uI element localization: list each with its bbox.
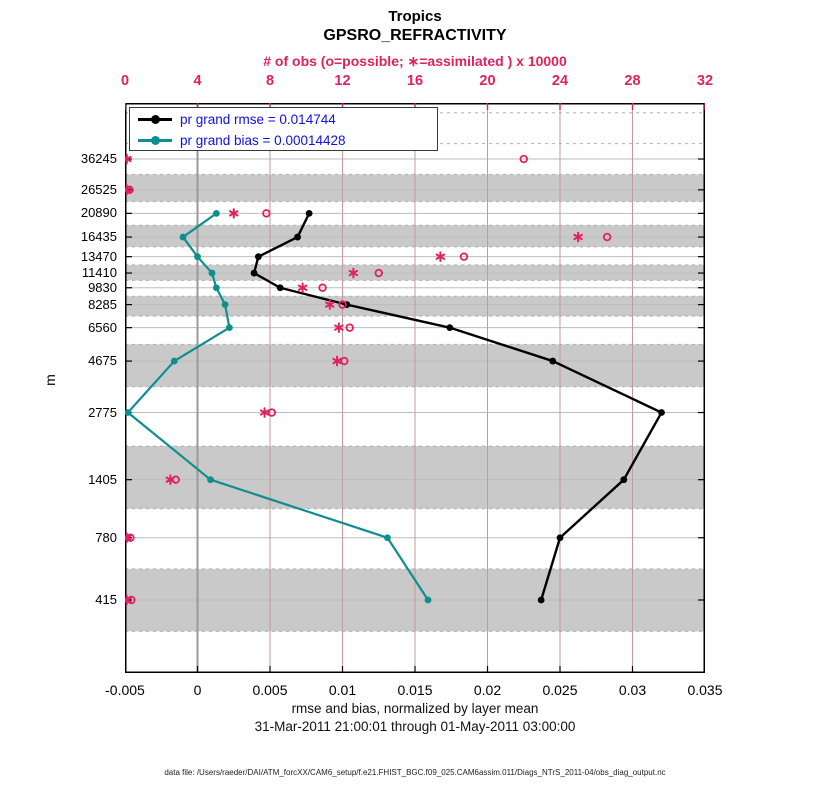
legend-line-sample-rmse xyxy=(138,118,172,121)
plot-svg xyxy=(125,103,705,673)
x-axis-tick-label: 0.005 xyxy=(252,682,288,698)
top-axis-tick-label: 32 xyxy=(696,73,714,89)
y-axis-tick-label: 16435 xyxy=(80,229,117,245)
rmse-point xyxy=(255,253,262,260)
bias-point xyxy=(209,270,216,277)
bias-point xyxy=(384,534,391,541)
legend-dot-bias xyxy=(151,136,160,145)
rmse-point xyxy=(294,234,301,241)
y-axis-tick-label: 9830 xyxy=(88,279,117,295)
rmse-point xyxy=(306,210,313,217)
bias-point xyxy=(226,324,233,331)
rmse-point xyxy=(557,534,564,541)
top-axis-tick-label: 24 xyxy=(551,73,569,89)
y-axis-tick-label: 780 xyxy=(95,529,117,545)
x-axis-tick-label: 0.015 xyxy=(397,682,433,698)
x-axis-label: rmse and bias, normalized by layer mean xyxy=(291,701,539,716)
date-range-subtitle: 31-Mar-2011 21:00:01 through 01-May-2011 03:00:00 xyxy=(254,719,576,734)
top-axis-tick-label: 20 xyxy=(479,73,496,89)
legend-line-sample-bias xyxy=(138,139,172,142)
bias-point xyxy=(425,597,432,604)
y-axis-tick-label: 2775 xyxy=(88,404,117,420)
top-axis-tick-label: 0 xyxy=(120,73,130,89)
chart-title-variable: GPSRO_REFRACTIVITY xyxy=(323,27,507,44)
bias-point xyxy=(222,301,229,308)
x-axis-tick-label: 0.02 xyxy=(473,682,502,698)
y-axis-tick-label: 8285 xyxy=(88,296,117,312)
y-axis-tick-label: 20890 xyxy=(80,205,117,221)
y-axis-label: m xyxy=(41,374,58,386)
legend-dot-rmse xyxy=(151,115,160,124)
y-axis-tick-label: 1405 xyxy=(88,471,117,487)
top-axis-tick-label: 4 xyxy=(193,73,202,89)
chart-title-region: Tropics xyxy=(388,8,442,25)
data-file-path: data file: /Users/raeder/DAI/ATM_forcXX/CAM6_setup/f.e21.FHIST_BGC.f09_025.CAM6assim.011/Diags_NTrS_2011-04/obs_diag_output.nc xyxy=(164,768,666,777)
bias-point xyxy=(180,234,187,241)
rmse-point xyxy=(446,324,453,331)
rmse-point xyxy=(277,284,284,291)
top-axis-tick-label: 12 xyxy=(334,73,351,89)
legend-entry-rmse xyxy=(138,110,437,129)
legend-box[interactable] xyxy=(129,107,438,151)
x-axis-tick-label: 0 xyxy=(193,682,202,698)
legend-label-bias: pr grand bias = 0.00014428 xyxy=(180,133,346,148)
top-axis-tick-label: 28 xyxy=(624,73,641,89)
x-axis-tick-label: -0.005 xyxy=(105,682,145,698)
top-axis-label: # of obs (o=possible; ∗=assimilated ) x 10000 xyxy=(263,53,567,69)
top-axis-tick-label: 16 xyxy=(406,73,424,89)
legend-entry-bias xyxy=(138,131,437,150)
y-axis-tick-label: 415 xyxy=(95,591,117,607)
top-axis-tick-label: 8 xyxy=(265,73,275,89)
y-axis-tick-label: 4675 xyxy=(88,353,117,369)
bias-point xyxy=(207,476,214,483)
bias-point xyxy=(171,358,178,365)
plot-area xyxy=(125,103,705,673)
bias-point xyxy=(194,253,201,260)
y-axis-tick-label: 26525 xyxy=(80,181,117,197)
bias-point xyxy=(213,210,220,217)
bias-point xyxy=(213,284,220,291)
legend-label-rmse: pr grand rmse = 0.014744 xyxy=(180,112,336,127)
rmse-point xyxy=(251,270,258,277)
x-axis-tick-label: 0.03 xyxy=(618,682,647,698)
x-axis-tick-label: 0.01 xyxy=(328,682,357,698)
y-axis-tick-label: 6560 xyxy=(88,319,117,335)
rmse-point xyxy=(538,597,545,604)
rmse-point xyxy=(549,358,556,365)
y-axis-tick-label: 13470 xyxy=(80,248,117,264)
x-axis-tick-label: 0.025 xyxy=(542,682,578,698)
y-axis-tick-label: 36245 xyxy=(80,151,117,167)
x-axis-tick-label: 0.035 xyxy=(687,682,723,698)
rmse-point xyxy=(620,476,627,483)
y-axis-tick-label: 11410 xyxy=(81,265,117,281)
rmse-point xyxy=(658,409,665,416)
